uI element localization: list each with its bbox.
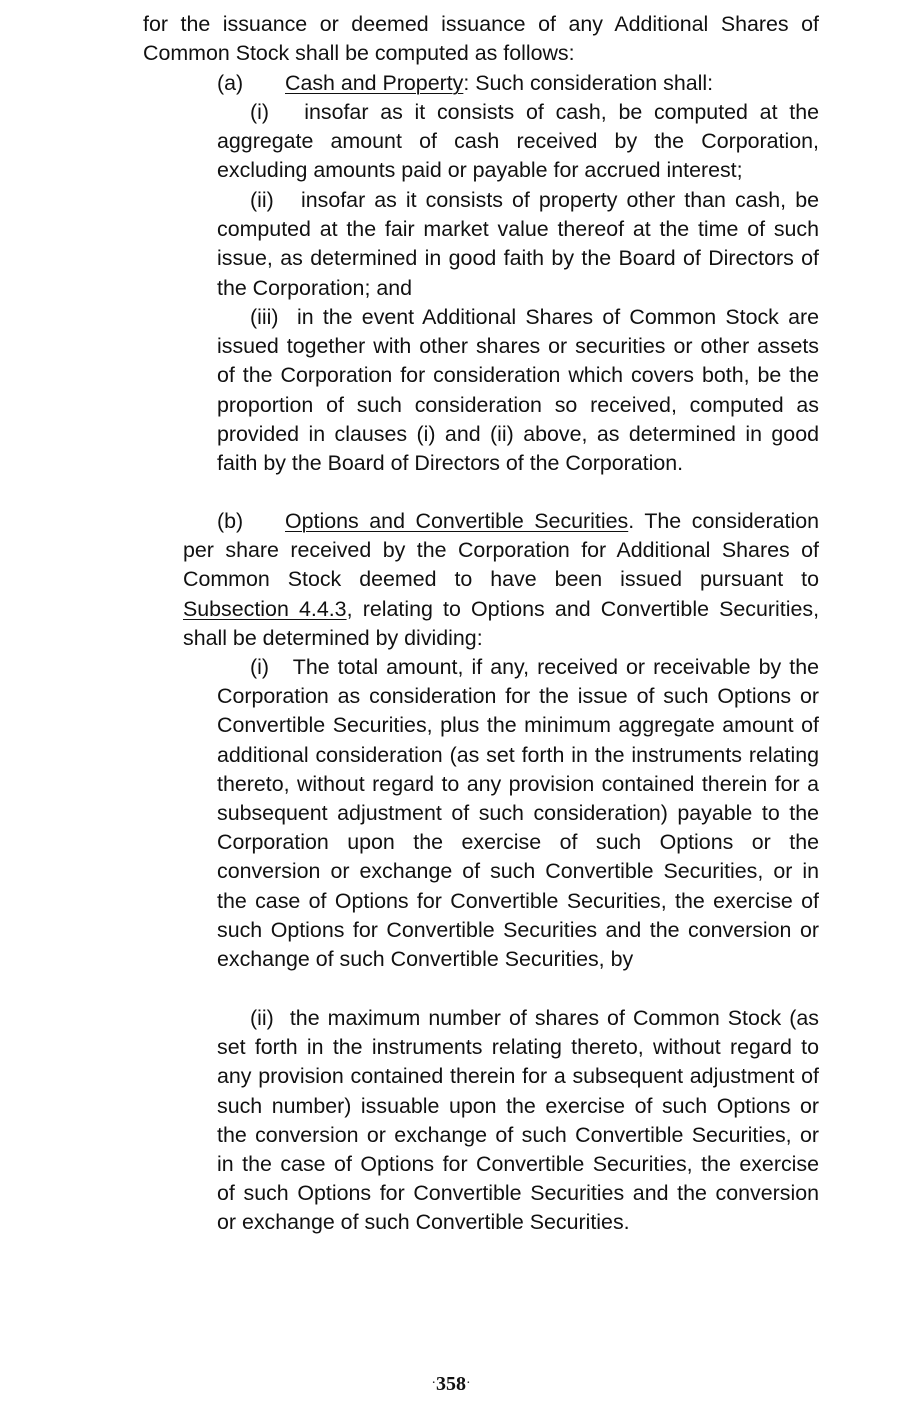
item-label: (i)	[250, 100, 269, 124]
section-b-title: Options and Convertible Securities	[285, 509, 629, 533]
item-label: (i)	[250, 655, 269, 679]
page-footer	[0, 1371, 902, 1397]
intro-paragraph: for the issuance or deemed issuance of any Additional Shares of Common Stock shall be computed as follows:	[143, 12, 819, 66]
item-label: (ii)	[250, 1006, 274, 1030]
section-b-item-ii	[217, 1004, 819, 1238]
section-b-text-1: . The consideration per share received by the Corporation for Additional Shares of Common Stock deemed to have been issued pursuant to	[183, 509, 819, 592]
subsection-reference-link[interactable]: Subsection 4.4.3	[183, 596, 347, 621]
section-b-label: (b)	[217, 509, 244, 533]
item-text: insofar as it consists of property other than cash, be computed at the fair market value thereof at the time of such issue, as determined in good faith by the Board of Directors of the Corporation; and	[217, 188, 819, 300]
footer-dot-left: ·	[431, 1376, 436, 1391]
section-b-item-i	[217, 653, 819, 974]
item-label: (ii)	[250, 188, 274, 212]
section-a-item-ii	[217, 186, 819, 303]
section-a-item-iii	[217, 303, 819, 478]
section-a-label: (a)	[217, 71, 244, 95]
section-b-paragraph	[183, 507, 819, 653]
section-a-item-i	[217, 98, 819, 186]
item-label: (iii)	[250, 305, 279, 329]
section-a-heading	[217, 69, 819, 98]
item-text: the maximum number of shares of Common Stock (as set forth in the instruments relating thereto, without regard to any provision contained therein for a subsequent adjustment of such number) issuable upon the exercise of such Options or the conversion or exchange of such Convertible Securities, or in the case of Options for Convertible Securities, the exercise of such Options for Convertible Securities and the conversion or exchange of such Convertible Securities.	[217, 1006, 820, 1235]
page-number: 358	[436, 1373, 466, 1395]
section-a-title: Cash and Property	[285, 71, 464, 95]
item-text: insofar as it consists of cash, be computed at the aggregate amount of cash received by the Corporation, excluding amounts paid or payable for accrued interest;	[217, 100, 819, 183]
item-text: The total amount, if any, received or receivable by the Corporation as consideration for the issue of such Options or Convertible Securities, plus the minimum aggregate amount of additional consideration (as set forth in the instruments relating thereto, without regard to any provision contained therein for a subsequent adjustment of such consideration) payable to the Corporation upon the exercise of such Options or the conversion or exchange of such Convertible Securities, or in the case of Options for Convertible Securities, the exercise of such Options for Convertible Securities and the conversion or exchange of such Convertible Securities, by	[217, 655, 819, 972]
section-b-text-2: , relating to Options and Convertible Securities, shall be determined by dividing:	[183, 596, 820, 650]
section-a-text: : Such consideration shall:	[463, 71, 714, 95]
item-text: in the event Additional Shares of Common Stock are issued together with other shares or securities or other assets of the Corporation for consideration which covers both, be the proportion of such consideration so received, computed as provided in clauses (i) and (ii) above, as determined in good faith by the Board of Directors of the Corporation.	[217, 305, 820, 476]
footer-dot-right: ·	[466, 1376, 471, 1391]
